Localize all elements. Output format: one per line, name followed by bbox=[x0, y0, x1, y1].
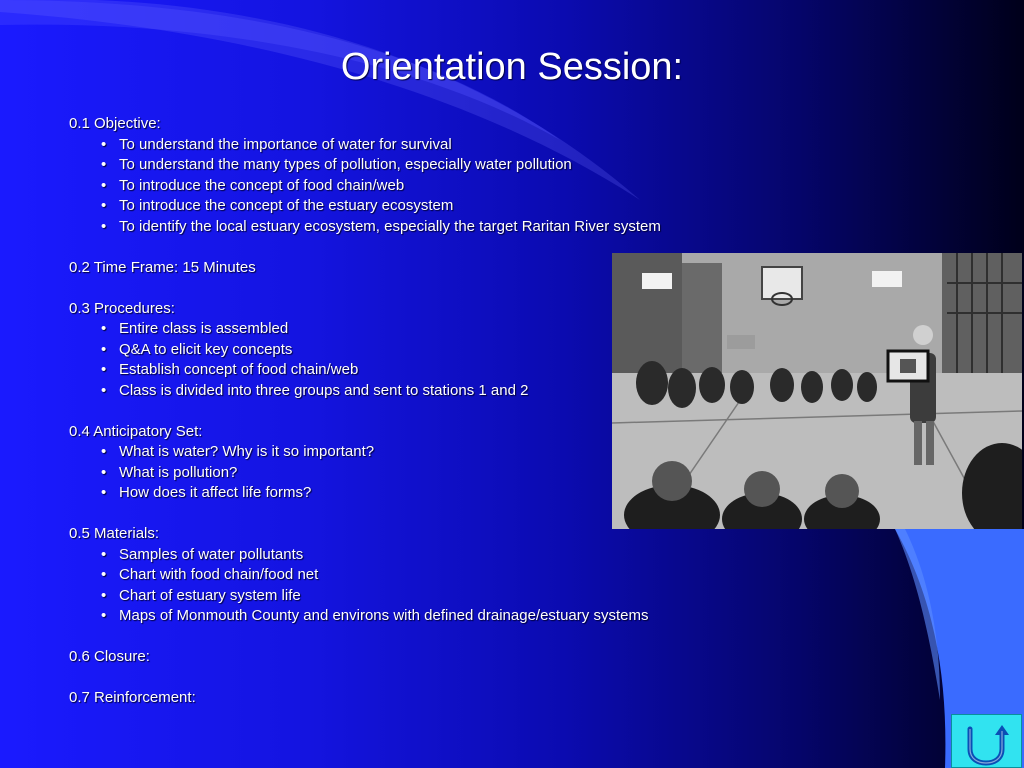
section-1 bbox=[69, 114, 769, 237]
bullet-item: • Samples of water pollutants bbox=[101, 545, 769, 566]
bullet-item: • To identify the local estuary ecosystem, especially the target Raritan River system bbox=[101, 217, 769, 238]
section-heading: 0.1 Objective: bbox=[69, 115, 161, 132]
bullet-item: • Chart with food chain/food net bbox=[101, 565, 769, 586]
section-5 bbox=[69, 524, 769, 627]
section-heading: 0.7 Reinforcement: bbox=[69, 689, 196, 706]
bullet-item: • What is pollution? bbox=[101, 463, 769, 484]
bullet-item: • How does it affect life forms? bbox=[101, 483, 769, 504]
bullet-item: • To understand the many types of pollution, especially water pollution bbox=[101, 155, 769, 176]
bullet-item: • Class is divided into three groups and sent to stations 1 and 2 bbox=[101, 381, 769, 402]
class-photo bbox=[612, 253, 1022, 529]
bullet-item: • Chart of estuary system life bbox=[101, 586, 769, 607]
section-heading: 0.4 Anticipatory Set: bbox=[69, 422, 203, 440]
bullet-item: • To understand the importance of water for survival bbox=[101, 135, 769, 156]
section-heading: 0.5 Materials: bbox=[69, 525, 160, 542]
section-heading: 0.2 Time Frame: 15 Minutes bbox=[69, 258, 256, 276]
bullet-item: • Entire class is assembled bbox=[101, 319, 769, 340]
section-heading: 0.6 Closure: bbox=[69, 648, 150, 665]
return-arrow-icon bbox=[952, 715, 1021, 767]
bullet-item: • To introduce the concept of the estuary ecosystem bbox=[101, 196, 769, 217]
bullet-list bbox=[69, 545, 769, 627]
class-photo-image bbox=[612, 253, 1022, 529]
bullet-item: • To introduce the concept of food chain/web bbox=[101, 176, 769, 197]
section-heading: 0.3 Procedures: bbox=[69, 299, 175, 317]
bullet-item: • Maps of Monmouth County and environs with defined drainage/estuary systems bbox=[101, 606, 769, 627]
bullet-item: • Q&A to elicit key concepts bbox=[101, 340, 769, 361]
bullet-item: • What is water? Why is it so important? bbox=[101, 442, 769, 463]
section-6 bbox=[69, 647, 769, 668]
slide-title: Orientation Session: bbox=[340, 46, 684, 88]
bullet-list bbox=[69, 135, 769, 238]
return-nav-button[interactable] bbox=[951, 714, 1022, 768]
section-7 bbox=[69, 688, 769, 709]
bullet-item: • Establish concept of food chain/web bbox=[101, 360, 769, 381]
